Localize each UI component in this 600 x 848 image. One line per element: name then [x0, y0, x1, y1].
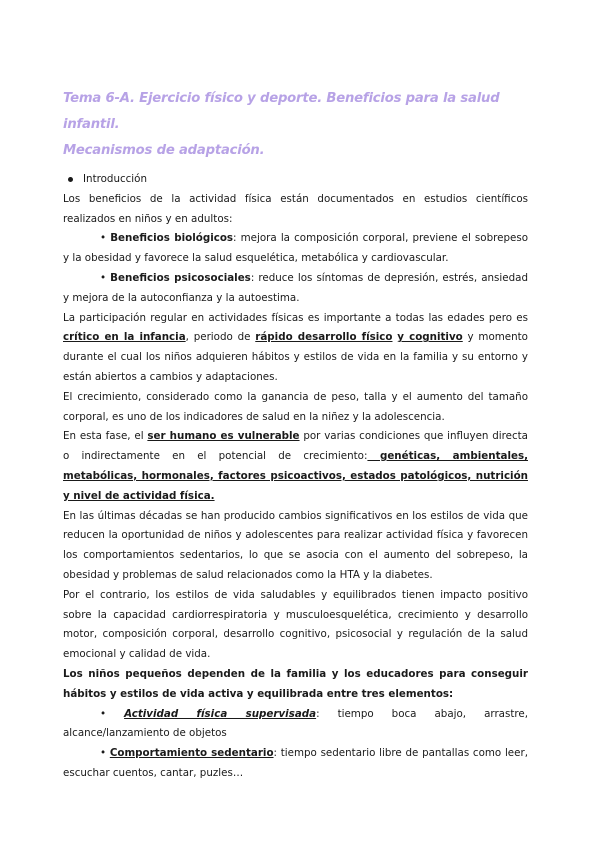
title-line-1: Tema 6-A. Ejercicio físico y deporte. Beneficios para la salud infantil. [63, 91, 500, 132]
paragraph-2 [63, 309, 528, 388]
text-actividad: : tiempo boca abajo, arrastre, alcance/lanzamiento de objetos [63, 707, 529, 740]
label-sedentario: Comportamiento sedentario [109, 747, 274, 760]
section-heading [68, 170, 528, 190]
p2-underline-2: rápido desarrollo físico [255, 331, 393, 344]
p4-underline-1: ser humano es vulnerable [147, 430, 300, 443]
paragraph-7: Los niños pequeños dependen de la familia y los educadores para conseguir hábitos y estilos de vida activa y equilibrada entre tres elementos: [63, 667, 528, 700]
p2-underline-3: y cognitivo [397, 331, 463, 344]
title-line-2: Mecanismos de adaptación. [63, 143, 265, 158]
paragraph-6: Por el contrario, los estilos de vida saludables y equilibrados tienen impacto positivo sobre la capacidad cardiorrespiratoria y musculoesquelética, crecimiento y desarrollo motor, composición corporal, desarrollo cognitivo, psicosocial y regulación de la salud emocional y calidad de vida. [63, 588, 528, 661]
document-content [63, 86, 528, 784]
p2-text-a: La participación regular en actividades físicas es importante a todas las edades pero es [63, 311, 528, 324]
p4-underline-2: genéticas, ambientales, metabólicas, hormonales, factores psicoactivos, estados patológicos, nutrición y nivel de actividad física. [63, 450, 528, 502]
heading-introduccion: Introducción [83, 173, 147, 185]
paragraph-4 [63, 427, 528, 506]
label-biologicos: Beneficios biológicos [110, 232, 234, 245]
list-item-biologicos [63, 229, 528, 269]
text-biologicos: : mejora la composición corporal, previene el sobrepeso y la obesidad y favorece la salud esquelética, metabólica y cardiovascular. [63, 232, 528, 265]
bullet-marker: • [100, 707, 107, 720]
label-actividad: Actividad física supervisada [124, 707, 317, 720]
p4-text-a: En esta fase, el [63, 430, 148, 443]
paragraph-3: El crecimiento, considerado como la ganancia de peso, talla y el aumento del tamaño corporal, es uno de los indicadores de salud en la niñez y la adolescencia. [63, 390, 528, 423]
list-item-actividad [63, 705, 528, 745]
text-sedentario: : tiempo sedentario libre de pantallas como leer, escuchar cuentos, cantar, puzles… [63, 747, 528, 779]
document-title [63, 86, 528, 164]
p2-text-b: , periodo de [185, 331, 256, 344]
paragraph-5: En las últimas décadas se han producido cambios significativos en los estilos de vida que reducen la oportunidad de niños y adolescentes para realizar actividad física y favorecen los comportamientos sedentarios, lo que se asocia con el aumento del sobrepeso, la obesidad y problemas de salud relacionados como la HTA y la diabetes. [63, 509, 528, 581]
bullet-marker: • [100, 232, 107, 245]
bullet-dot-icon [68, 177, 73, 182]
list-item-sedentario [63, 744, 528, 784]
paragraph-1: Los beneficios de la actividad física están documentados en estudios científicos realizados en niños y en adultos: [63, 192, 528, 225]
bullet-marker: • [100, 747, 107, 760]
p4-text-b: por varias condiciones que influyen directa o indirectamente en el potencial de crecimiento: [63, 430, 528, 463]
list-item-psicosociales [63, 269, 528, 309]
p2-text-d: y momento durante el cual los niños adquieren hábitos y estilos de vida en la familia y su entorno y están abiertos a cambios y adaptaciones. [63, 331, 528, 383]
p2-underline-1: crítico en la infancia [63, 331, 186, 344]
bullet-marker: • [100, 271, 107, 284]
text-psicosociales: : reduce los síntomas de depresión, estrés, ansiedad y mejora de la autoconfianza y la autoestima. [63, 271, 528, 304]
label-psicosociales: Beneficios psicosociales [110, 271, 251, 284]
